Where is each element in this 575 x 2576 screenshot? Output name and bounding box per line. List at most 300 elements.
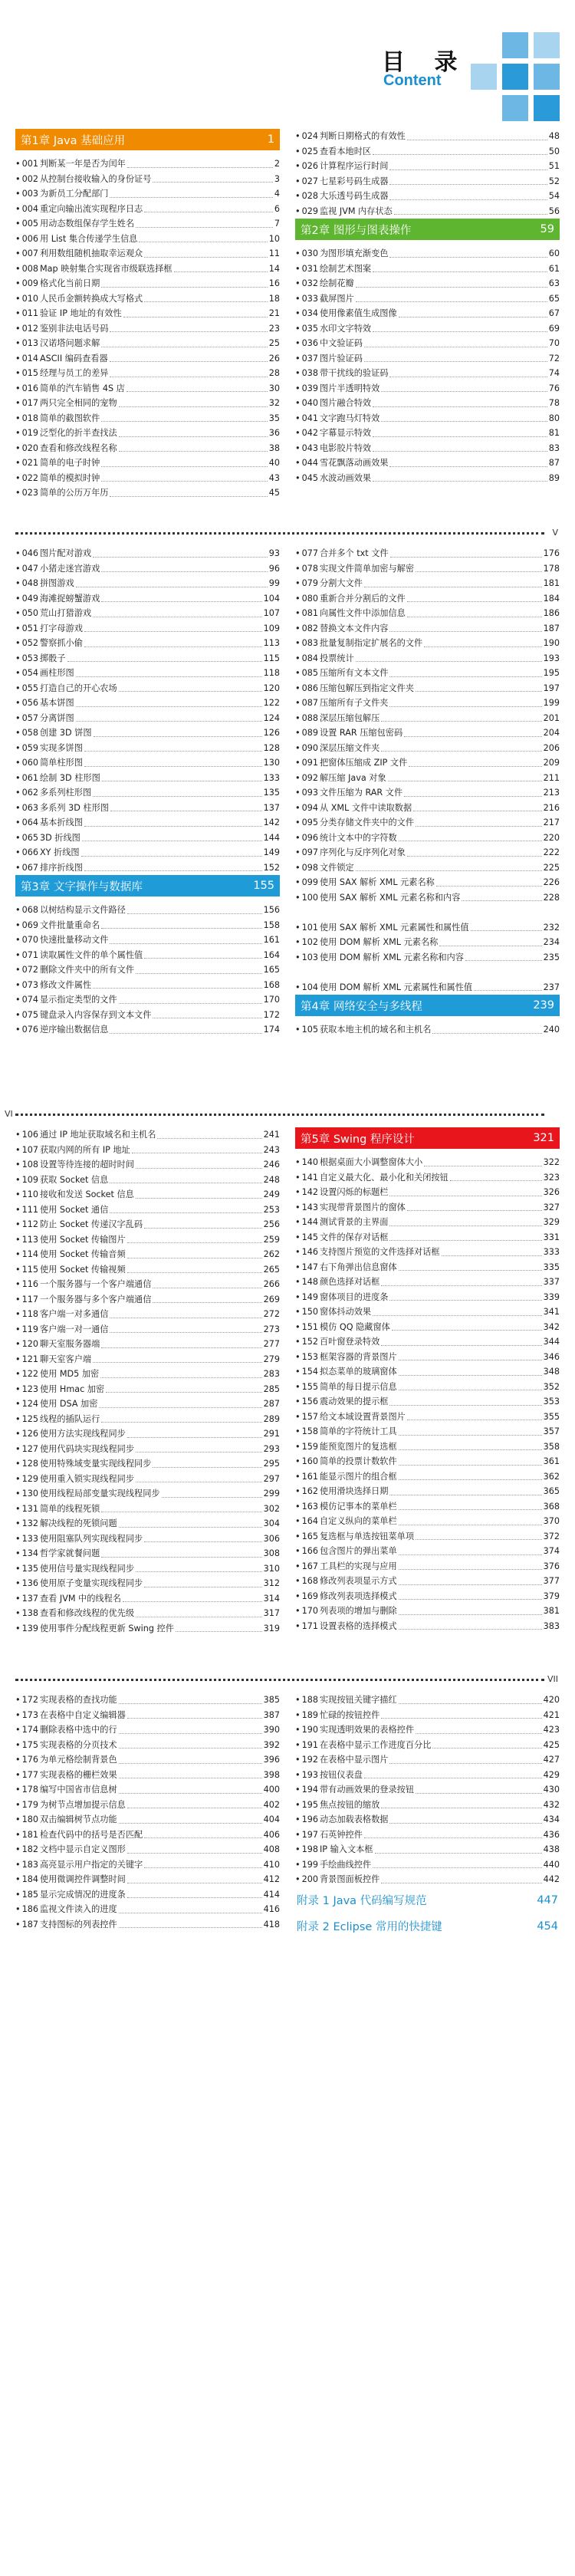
toc-entry[interactable] xyxy=(15,1902,280,1917)
entry-title: 荒山打猎游戏 xyxy=(39,608,92,618)
toc-entry[interactable] xyxy=(295,606,560,621)
toc-entry[interactable] xyxy=(15,725,280,741)
toc-entry[interactable] xyxy=(295,815,560,831)
toc-entry[interactable] xyxy=(295,262,560,277)
bullet-icon: • xyxy=(15,965,21,975)
entry-title: 逆序输出数据信息 xyxy=(39,1025,109,1035)
entry-title: 海滩捉螃蟹游戏 xyxy=(39,593,100,604)
bullet-icon: • xyxy=(15,653,21,663)
leader-dots xyxy=(356,870,542,871)
bullet-icon: • xyxy=(295,442,301,453)
toc-entry[interactable] xyxy=(15,426,280,441)
entry-number: 112 xyxy=(21,1219,38,1229)
entry-page: 60 xyxy=(548,248,560,258)
toc-entry[interactable] xyxy=(15,1262,280,1278)
entry-title: 带干扰线的验证码 xyxy=(319,368,389,378)
bullet-icon: • xyxy=(295,206,301,216)
entry-page: 262 xyxy=(263,1249,280,1259)
toc-entry[interactable] xyxy=(295,1260,560,1275)
toc-entry[interactable] xyxy=(295,755,560,771)
toc-entry[interactable] xyxy=(295,1812,560,1828)
toc-entry[interactable] xyxy=(295,1872,560,1887)
toc-entry[interactable] xyxy=(15,948,280,963)
leader-dots xyxy=(144,1867,261,1868)
toc-entry[interactable] xyxy=(15,681,280,696)
toc-entry[interactable] xyxy=(15,1812,280,1828)
toc-entry[interactable] xyxy=(15,1426,280,1442)
toc-entry[interactable] xyxy=(295,845,560,860)
entry-number: 124 xyxy=(21,1399,38,1409)
toc-entry[interactable] xyxy=(295,1722,560,1738)
toc-entry[interactable] xyxy=(295,1290,560,1305)
toc-entry[interactable] xyxy=(15,1456,280,1472)
toc-entry[interactable] xyxy=(15,1277,280,1292)
toc-entry[interactable] xyxy=(295,801,560,816)
toc-entry[interactable] xyxy=(15,1382,280,1397)
toc-entry[interactable] xyxy=(295,1738,560,1753)
entry-number: 053 xyxy=(21,653,38,663)
page-title: 目 录 xyxy=(382,49,468,76)
bullet-icon: • xyxy=(15,203,21,214)
toc-entry[interactable] xyxy=(295,351,560,367)
bullet-icon: • xyxy=(15,1533,21,1544)
toc-entry[interactable] xyxy=(15,186,280,202)
toc-entry[interactable] xyxy=(295,1857,560,1873)
bullet-icon: • xyxy=(295,1874,301,1884)
toc-entry[interactable] xyxy=(295,1499,560,1515)
toc-entry[interactable] xyxy=(295,1350,560,1365)
entry-number: 025 xyxy=(301,146,318,156)
toc-entry[interactable] xyxy=(15,903,280,918)
toc-entry[interactable] xyxy=(295,1798,560,1813)
toc-entry[interactable] xyxy=(295,306,560,321)
toc-entry[interactable] xyxy=(295,144,560,160)
toc-entry[interactable] xyxy=(15,1022,280,1038)
toc-entry[interactable] xyxy=(295,426,560,441)
entry-title: 格式化当前日期 xyxy=(39,278,100,288)
toc-entry[interactable] xyxy=(295,471,560,486)
toc-entry[interactable] xyxy=(295,204,560,219)
toc-entry[interactable] xyxy=(15,1127,280,1143)
toc-entry[interactable] xyxy=(15,1828,280,1843)
toc-entry[interactable] xyxy=(15,276,280,291)
entry-title: 使用 Socket 传输视频 xyxy=(39,1264,126,1275)
toc-entry[interactable] xyxy=(295,411,560,426)
toc-entry[interactable] xyxy=(15,576,280,591)
toc-entry[interactable] xyxy=(15,771,280,786)
toc-entry[interactable] xyxy=(295,321,560,337)
toc-entry[interactable] xyxy=(15,321,280,337)
toc-entry[interactable] xyxy=(15,1606,280,1621)
toc-entry[interactable] xyxy=(15,1307,280,1322)
leader-dots xyxy=(127,913,262,914)
toc-entry[interactable] xyxy=(295,1604,560,1619)
toc-entry[interactable] xyxy=(295,1275,560,1290)
toc-entry[interactable] xyxy=(15,441,280,456)
entry-title: 分类存储文件夹中的文件 xyxy=(319,818,415,827)
bullet-icon: • xyxy=(15,1548,21,1558)
toc-entry[interactable] xyxy=(15,172,280,187)
chapter-header[interactable] xyxy=(295,219,560,240)
toc-entry[interactable] xyxy=(295,129,560,144)
toc-entry[interactable] xyxy=(15,1576,280,1591)
entry-page: 370 xyxy=(543,1516,560,1526)
toc-entry[interactable] xyxy=(15,1352,280,1367)
toc-entry[interactable] xyxy=(295,1559,560,1574)
leader-dots xyxy=(373,406,547,407)
entry-page: 4 xyxy=(274,189,280,199)
toc-entry[interactable] xyxy=(295,1574,560,1589)
toc-entry[interactable] xyxy=(295,441,560,456)
entry-page: 256 xyxy=(263,1219,280,1229)
toc-entry[interactable] xyxy=(15,1187,280,1202)
toc-entry[interactable] xyxy=(15,1232,280,1248)
toc-entry[interactable] xyxy=(15,232,280,247)
leader-dots xyxy=(144,1541,261,1542)
toc-entry[interactable] xyxy=(15,1337,280,1352)
toc-entry[interactable] xyxy=(295,174,560,189)
appendix-entry[interactable] xyxy=(295,1887,560,1913)
chapter-title: 第1章 Java 基础应用 xyxy=(21,134,126,147)
toc-entry[interactable] xyxy=(15,741,280,756)
toc-entry[interactable] xyxy=(15,306,280,321)
entry-title: 实现透明效果的表格控件 xyxy=(319,1725,415,1735)
leader-dots xyxy=(81,856,262,857)
toc-entry[interactable] xyxy=(15,1782,280,1798)
entry-number: 095 xyxy=(301,818,318,827)
appendix-entry[interactable] xyxy=(295,1913,560,1939)
entry-number: 110 xyxy=(21,1189,38,1199)
entry-title: 文字跑马灯特效 xyxy=(319,413,380,423)
bullet-icon: • xyxy=(295,1277,301,1287)
entry-title: 动态加载表格数据 xyxy=(319,1814,389,1824)
toc-entry[interactable] xyxy=(295,456,560,471)
toc-entry[interactable] xyxy=(15,1247,280,1262)
toc-entry[interactable] xyxy=(295,681,560,696)
toc-entry[interactable] xyxy=(15,1322,280,1337)
toc-entry[interactable] xyxy=(15,1486,280,1502)
toc-entry[interactable] xyxy=(295,366,560,381)
toc-entry[interactable] xyxy=(15,1798,280,1813)
toc-entry[interactable] xyxy=(295,1394,560,1410)
entry-page: 259 xyxy=(263,1234,280,1245)
bullet-icon: • xyxy=(295,728,301,738)
toc-entry[interactable] xyxy=(295,621,560,637)
toc-entry[interactable] xyxy=(15,801,280,816)
entry-title: 防止 Socket 传递汉字乱码 xyxy=(39,1219,143,1229)
toc-entry[interactable] xyxy=(15,1173,280,1188)
toc-entry[interactable] xyxy=(295,651,560,666)
toc-entry[interactable] xyxy=(295,1752,560,1768)
bullet-icon: • xyxy=(15,1399,21,1409)
toc-entry[interactable] xyxy=(295,1320,560,1335)
toc-entry[interactable] xyxy=(15,860,280,876)
toc-entry[interactable] xyxy=(295,1514,560,1529)
toc-entry[interactable] xyxy=(295,1185,560,1200)
toc-entry[interactable] xyxy=(15,1722,280,1738)
toc-entry[interactable] xyxy=(295,860,560,876)
toc-entry[interactable] xyxy=(295,696,560,711)
entry-title: 哲学家就餐问题 xyxy=(39,1548,100,1558)
toc-entry[interactable] xyxy=(295,291,560,307)
toc-entry[interactable] xyxy=(15,546,280,561)
toc-entry[interactable] xyxy=(295,725,560,741)
entry-title: 读取属性文件的单个属性值 xyxy=(39,949,143,960)
toc-entry[interactable] xyxy=(295,1424,560,1439)
entry-title: 拟态菜单的玻璃窗体 xyxy=(319,1367,397,1377)
toc-entry[interactable] xyxy=(295,666,560,681)
entry-number: 079 xyxy=(301,578,318,588)
entry-title: 利用数组随机抽取幸运观众 xyxy=(39,248,143,258)
toc-entry[interactable] xyxy=(295,1022,560,1038)
toc-entry[interactable] xyxy=(295,1589,560,1604)
toc-entry[interactable] xyxy=(15,1887,280,1903)
toc-entry[interactable] xyxy=(295,1454,560,1469)
bullet-icon: • xyxy=(15,458,21,468)
toc-entry[interactable] xyxy=(15,711,280,726)
entry-title: 自定义最大化、最小化和关闭按钮 xyxy=(319,1172,449,1183)
toc-entry[interactable] xyxy=(15,202,280,217)
chapter-header[interactable] xyxy=(15,129,280,150)
entry-page: 168 xyxy=(263,979,280,990)
toc-entry[interactable] xyxy=(295,875,560,890)
toc-entry[interactable] xyxy=(295,1842,560,1857)
toc-entry[interactable] xyxy=(15,845,280,860)
toc-entry[interactable] xyxy=(295,1155,560,1170)
entry-title: 深层压缩文件夹 xyxy=(319,742,380,753)
entry-page: 396 xyxy=(263,1755,280,1765)
page-separator xyxy=(0,1668,575,1691)
entry-number: 089 xyxy=(301,728,318,738)
entry-page: 287 xyxy=(263,1399,280,1409)
toc-entry[interactable] xyxy=(15,933,280,948)
toc-entry[interactable] xyxy=(295,1708,560,1723)
toc-entry[interactable] xyxy=(295,1304,560,1320)
toc-entry[interactable] xyxy=(15,1202,280,1218)
toc-entry[interactable] xyxy=(295,636,560,651)
entry-title: 修改文件属性 xyxy=(39,979,92,990)
toc-column-right xyxy=(295,1693,560,1939)
toc-entry[interactable] xyxy=(15,1217,280,1232)
toc-entry[interactable] xyxy=(295,831,560,846)
toc-entry[interactable] xyxy=(15,561,280,577)
toc-entry[interactable] xyxy=(295,381,560,396)
toc-entry[interactable] xyxy=(295,1693,560,1708)
entry-title: 以树结构显示文件路径 xyxy=(39,905,126,915)
entry-page: 52 xyxy=(548,176,560,186)
toc-entry[interactable] xyxy=(295,1410,560,1425)
toc-entry[interactable] xyxy=(295,1484,560,1499)
entry-title: 文件锁定 xyxy=(319,862,354,873)
toc-entry[interactable] xyxy=(295,1215,560,1230)
toc-entry[interactable] xyxy=(295,1334,560,1350)
toc-section xyxy=(0,546,575,1114)
toc-entry[interactable] xyxy=(15,992,280,1008)
toc-entry[interactable] xyxy=(295,246,560,262)
leader-dots xyxy=(93,796,262,797)
toc-entry[interactable] xyxy=(15,1591,280,1607)
toc-entry[interactable] xyxy=(295,159,560,174)
toc-entry[interactable] xyxy=(15,1412,280,1427)
toc-entry[interactable] xyxy=(15,815,280,831)
toc-entry[interactable] xyxy=(15,1397,280,1412)
toc-entry[interactable] xyxy=(15,651,280,666)
toc-entry[interactable] xyxy=(295,189,560,204)
toc-entry[interactable] xyxy=(295,1768,560,1783)
toc-entry[interactable] xyxy=(15,1367,280,1382)
bullet-icon: • xyxy=(15,219,21,229)
entry-number: 045 xyxy=(301,472,318,483)
toc-entry[interactable] xyxy=(295,1200,560,1216)
toc-entry[interactable] xyxy=(15,1008,280,1023)
toc-entry[interactable] xyxy=(295,1544,560,1559)
toc-entry[interactable] xyxy=(15,1872,280,1887)
toc-entry[interactable] xyxy=(15,785,280,801)
toc-entry[interactable] xyxy=(15,1516,280,1531)
toc-entry[interactable] xyxy=(15,1621,280,1637)
toc-entry[interactable] xyxy=(15,1857,280,1873)
entry-title: 使用方法实现线程同步 xyxy=(39,1429,126,1439)
entry-number: 014 xyxy=(21,353,38,364)
bullet-icon: • xyxy=(295,1829,301,1840)
toc-entry[interactable] xyxy=(295,711,560,726)
toc-entry[interactable] xyxy=(295,771,560,786)
bullet-icon: • xyxy=(15,1785,21,1795)
leader-dots xyxy=(442,1255,542,1256)
entry-number: 144 xyxy=(301,1217,318,1227)
toc-entry[interactable] xyxy=(15,918,280,933)
entry-page: 193 xyxy=(543,653,560,663)
entry-title: 在表格中显示图片 xyxy=(319,1755,389,1765)
toc-entry[interactable] xyxy=(15,471,280,486)
toc-entry[interactable] xyxy=(295,576,560,591)
toc-entry[interactable] xyxy=(15,1752,280,1768)
toc-entry[interactable] xyxy=(295,950,560,966)
toc-entry[interactable] xyxy=(295,890,560,906)
toc-entry[interactable] xyxy=(15,1502,280,1517)
toc-entry[interactable] xyxy=(15,831,280,846)
toc-entry[interactable] xyxy=(15,1708,280,1723)
entry-title: 复选框与单选按钮菜单项 xyxy=(319,1531,415,1541)
toc-entry[interactable] xyxy=(15,291,280,307)
entry-number: 108 xyxy=(21,1160,38,1170)
entry-page: 339 xyxy=(543,1291,560,1302)
toc-section xyxy=(0,1693,575,2249)
toc-entry[interactable] xyxy=(15,1472,280,1487)
toc-entry[interactable] xyxy=(295,1245,560,1260)
toc-entry[interactable] xyxy=(295,1364,560,1380)
toc-entry[interactable] xyxy=(15,978,280,993)
toc-entry[interactable] xyxy=(295,1529,560,1545)
toc-entry[interactable] xyxy=(295,1782,560,1798)
entry-title: 使用 Socket 传输音频 xyxy=(39,1249,126,1259)
toc-entry[interactable] xyxy=(295,905,560,935)
toc-entry[interactable] xyxy=(15,1531,280,1547)
toc-entry[interactable] xyxy=(15,411,280,426)
toc-entry[interactable] xyxy=(295,1170,560,1186)
bullet-icon: • xyxy=(295,1844,301,1854)
toc-entry[interactable] xyxy=(15,962,280,978)
bullet-icon: • xyxy=(295,1337,301,1347)
toc-entry[interactable] xyxy=(15,1143,280,1158)
toc-entry[interactable] xyxy=(295,965,560,995)
toc-entry[interactable] xyxy=(15,755,280,771)
leader-dots xyxy=(84,766,262,767)
toc-entry[interactable] xyxy=(15,485,280,501)
entry-page: 283 xyxy=(263,1369,280,1379)
toc-entry[interactable] xyxy=(295,1469,560,1485)
leader-dots xyxy=(101,481,267,482)
toc-entry[interactable] xyxy=(295,561,560,577)
toc-entry[interactable] xyxy=(295,591,560,607)
toc-entry[interactable] xyxy=(15,591,280,607)
toc-entry[interactable] xyxy=(15,1917,280,1933)
entry-page: 361 xyxy=(543,1456,560,1466)
toc-entry[interactable] xyxy=(15,336,280,351)
entry-number: 156 xyxy=(301,1397,318,1406)
toc-entry[interactable] xyxy=(15,216,280,232)
toc-entry[interactable] xyxy=(295,1230,560,1245)
toc-entry[interactable] xyxy=(15,1157,280,1173)
toc-entry[interactable] xyxy=(15,366,280,381)
toc-entry[interactable] xyxy=(15,1546,280,1561)
toc-entry[interactable] xyxy=(295,336,560,351)
chapter-header[interactable] xyxy=(15,875,280,897)
toc-entry[interactable] xyxy=(15,1693,280,1708)
entry-number: 174 xyxy=(21,1725,38,1735)
toc-entry[interactable] xyxy=(15,1768,280,1783)
bullet-icon: • xyxy=(295,772,301,783)
toc-entry[interactable] xyxy=(15,351,280,367)
toc-entry[interactable] xyxy=(15,696,280,711)
toc-entry[interactable] xyxy=(15,1842,280,1857)
toc-entry[interactable] xyxy=(295,1439,560,1455)
toc-entry[interactable] xyxy=(295,935,560,950)
toc-entry[interactable] xyxy=(295,741,560,756)
toc-entry[interactable] xyxy=(15,1561,280,1577)
toc-entry[interactable] xyxy=(15,606,280,621)
entry-title: IP 输入文本框 xyxy=(319,1844,373,1854)
entry-page: 398 xyxy=(263,1769,280,1780)
entry-number: 096 xyxy=(301,832,318,843)
toc-entry[interactable] xyxy=(295,785,560,801)
toc-entry[interactable] xyxy=(295,546,560,561)
toc-entry[interactable] xyxy=(15,246,280,262)
toc-entry[interactable] xyxy=(15,396,280,411)
toc-entry[interactable] xyxy=(15,262,280,277)
toc-entry[interactable] xyxy=(15,156,280,172)
toc-entry[interactable] xyxy=(295,1828,560,1843)
toc-entry[interactable] xyxy=(15,621,280,637)
toc-entry[interactable] xyxy=(295,1380,560,1395)
toc-entry[interactable] xyxy=(15,381,280,396)
toc-entry[interactable] xyxy=(15,1738,280,1753)
toc-entry[interactable] xyxy=(295,276,560,291)
toc-entry[interactable] xyxy=(15,1292,280,1308)
entry-title: 把窗体压缩成 ZIP 文件 xyxy=(319,758,408,768)
toc-entry[interactable] xyxy=(15,636,280,651)
leader-dots xyxy=(136,227,273,228)
toc-entry[interactable] xyxy=(295,1619,560,1634)
toc-entry[interactable] xyxy=(15,456,280,471)
chapter-header[interactable] xyxy=(295,1127,560,1149)
entry-page: 408 xyxy=(263,1844,280,1854)
toc-entry[interactable] xyxy=(15,1442,280,1457)
leader-dots xyxy=(119,1003,262,1004)
toc-entry[interactable] xyxy=(295,396,560,411)
toc-entry[interactable] xyxy=(15,666,280,681)
chapter-header[interactable] xyxy=(295,995,560,1016)
